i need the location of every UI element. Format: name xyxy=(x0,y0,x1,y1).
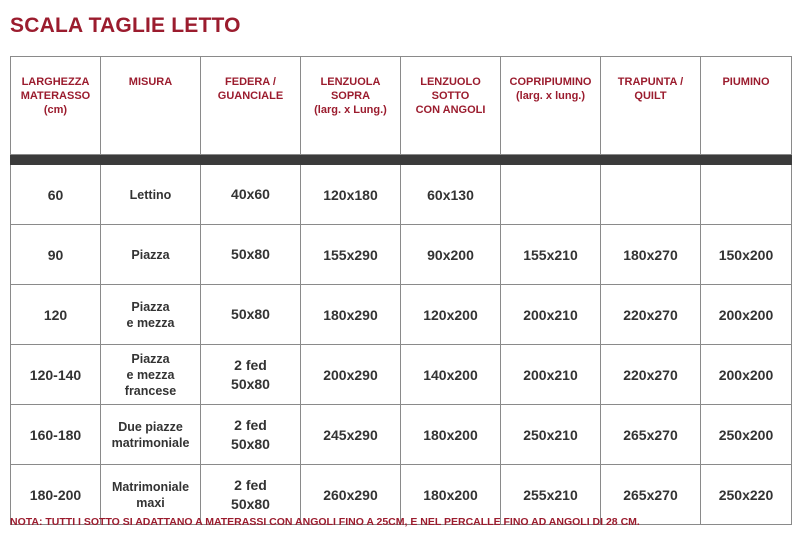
cell-lenzuola-sopra: 180x290 xyxy=(301,285,401,345)
cell-larghezza: 90 xyxy=(11,225,101,285)
cell-copripiumino: 155x210 xyxy=(501,225,601,285)
header-misura: MISURA xyxy=(101,57,201,155)
cell-piumino xyxy=(701,165,792,225)
cell-misura: Lettino xyxy=(101,165,201,225)
cell-lenzuola-sopra: 200x290 xyxy=(301,345,401,405)
cell-larghezza: 120-140 xyxy=(11,345,101,405)
cell-lenzuolo-sotto: 180x200 xyxy=(401,405,501,465)
cell-misura: Due piazze matrimoniale xyxy=(101,405,201,465)
footnote: NOTA: TUTTI I SOTTO SI ADATTANO A MATERASSI CON ANGOLI FINO A 25CM, E NEL PERCALLE FINO AD ANGOLI DI 28 CM. xyxy=(10,516,640,528)
cell-trapunta: 265x270 xyxy=(601,405,701,465)
cell-larghezza: 60 xyxy=(11,165,101,225)
cell-piumino: 200x200 xyxy=(701,285,792,345)
cell-federa: 2 fed 50x80 xyxy=(201,465,301,525)
cell-trapunta: 220x270 xyxy=(601,285,701,345)
cell-trapunta: 265x270 xyxy=(601,465,701,525)
page-title: SCALA TAGLIE LETTO xyxy=(10,14,241,37)
table-row xyxy=(11,225,792,285)
cell-federa: 50x80 xyxy=(201,285,301,345)
cell-misura: Matrimoniale maxi xyxy=(101,465,201,525)
cell-lenzuola-sopra: 260x290 xyxy=(301,465,401,525)
size-table xyxy=(10,56,792,525)
cell-trapunta: 180x270 xyxy=(601,225,701,285)
cell-lenzuola-sopra: 155x290 xyxy=(301,225,401,285)
cell-lenzuolo-sotto: 140x200 xyxy=(401,345,501,405)
table-row xyxy=(11,405,792,465)
header-larghezza: LARGHEZZA MATERASSO (cm) xyxy=(11,57,101,155)
header-row xyxy=(11,57,792,155)
cell-federa: 40x60 xyxy=(201,165,301,225)
cell-lenzuola-sopra: 120x180 xyxy=(301,165,401,225)
cell-larghezza: 160-180 xyxy=(11,405,101,465)
cell-trapunta xyxy=(601,165,701,225)
header-piumino: PIUMINO xyxy=(701,57,792,155)
table-row xyxy=(11,165,792,225)
cell-piumino: 250x200 xyxy=(701,405,792,465)
header-copripiumino: COPRIPIUMINO (larg. x lung.) xyxy=(501,57,601,155)
cell-misura: Piazza e mezza xyxy=(101,285,201,345)
cell-copripiumino: 250x210 xyxy=(501,405,601,465)
cell-lenzuolo-sotto: 120x200 xyxy=(401,285,501,345)
cell-larghezza: 180-200 xyxy=(11,465,101,525)
cell-federa: 50x80 xyxy=(201,225,301,285)
cell-copripiumino: 200x210 xyxy=(501,285,601,345)
header-federa: FEDERA / GUANCIALE xyxy=(201,57,301,155)
cell-piumino: 200x200 xyxy=(701,345,792,405)
cell-lenzuola-sopra: 245x290 xyxy=(301,405,401,465)
cell-lenzuolo-sotto: 60x130 xyxy=(401,165,501,225)
header-separator xyxy=(11,155,792,165)
cell-piumino: 250x220 xyxy=(701,465,792,525)
cell-misura: Piazza xyxy=(101,225,201,285)
cell-piumino: 150x200 xyxy=(701,225,792,285)
cell-copripiumino: 200x210 xyxy=(501,345,601,405)
header-lenzuola-sopra: LENZUOLA SOPRA (larg. x Lung.) xyxy=(301,57,401,155)
table-row xyxy=(11,345,792,405)
cell-lenzuolo-sotto: 180x200 xyxy=(401,465,501,525)
table-row xyxy=(11,285,792,345)
cell-misura: Piazza e mezza francese xyxy=(101,345,201,405)
cell-copripiumino xyxy=(501,165,601,225)
header-lenzuolo-sotto: LENZUOLO SOTTO CON ANGOLI xyxy=(401,57,501,155)
cell-federa: 2 fed 50x80 xyxy=(201,345,301,405)
cell-trapunta: 220x270 xyxy=(601,345,701,405)
cell-federa: 2 fed 50x80 xyxy=(201,405,301,465)
cell-lenzuolo-sotto: 90x200 xyxy=(401,225,501,285)
header-trapunta: TRAPUNTA / QUILT xyxy=(601,57,701,155)
cell-copripiumino: 255x210 xyxy=(501,465,601,525)
cell-larghezza: 120 xyxy=(11,285,101,345)
